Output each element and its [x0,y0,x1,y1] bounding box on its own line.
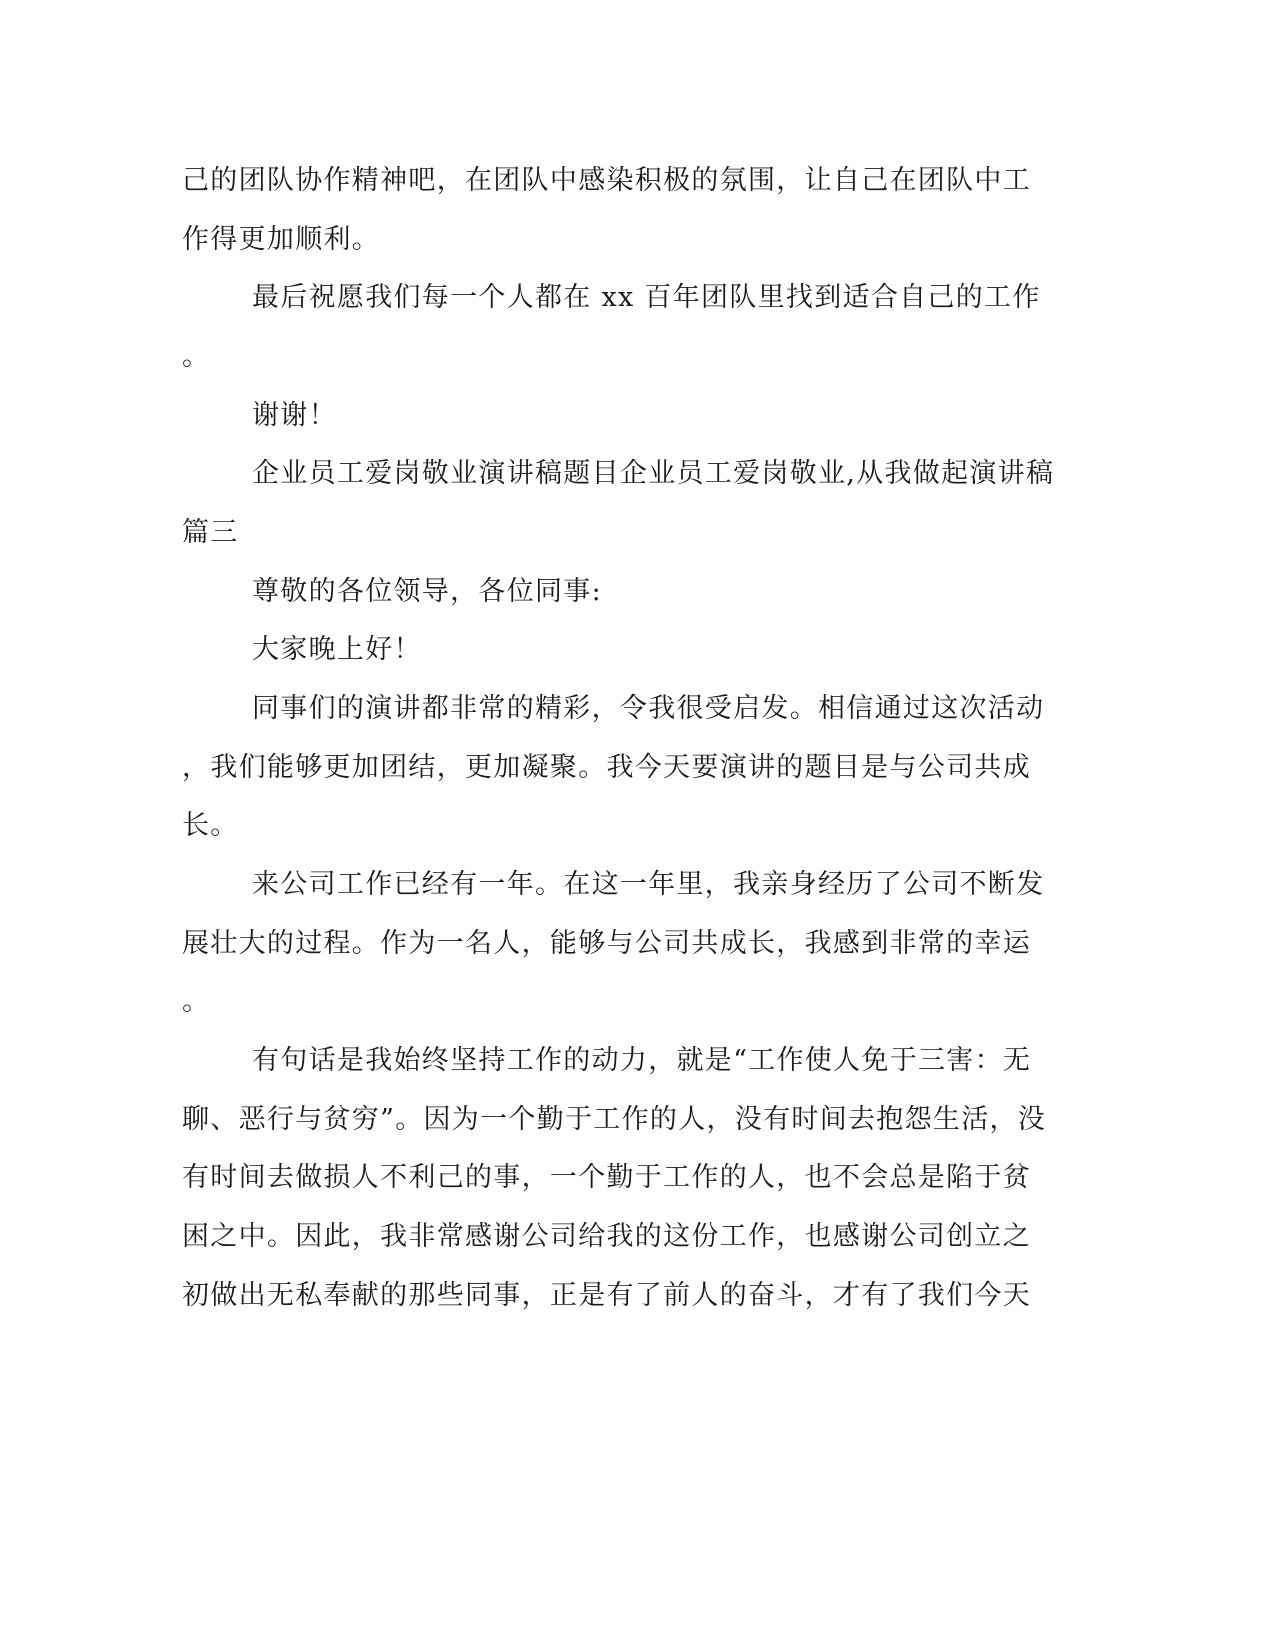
text-line: 困之中。因此，我非常感谢公司给我的这份工作，也感谢公司创立之 [182,1221,1031,1252]
text-line: 有时间去做损人不利己的事，一个勤于工作的人，也不会总是陷于贫 [182,1162,1031,1193]
text-line: ，我们能够更加团结，更加凝聚。我今天要演讲的题目是与公司共成 [182,752,1031,783]
text-line: 有句话是我始终坚持工作的动力，就是“工作使人免于三害：无 [252,1045,1032,1076]
text-line: 尊敬的各位领导，各位同事: [252,576,602,607]
text-line: 同事们的演讲都非常的精彩，令我很受启发。相信通过这次活动 [252,693,1045,724]
text-line: 。 [182,341,211,372]
text-line: 大家晚上好！ [252,634,422,665]
text-line: 长。 [182,810,239,841]
text-line: 谢谢！ [252,400,337,431]
text-line: 展壮大的过程。作为一名人，能够与公司共成长，我感到非常的幸运 [182,928,1031,959]
text-line: 作得更加顺利。 [182,224,381,255]
text-line: 聊、恶行与贫穷”。因为一个勤于工作的人，没有时间去抱怨生活，没 [182,1104,1047,1135]
text-line: 企业员工爱岗敬业演讲稿题目企业员工爱岗敬业,从我做起演讲稿 [252,458,1055,489]
text-line: 。 [182,986,211,1017]
text-line: 来公司工作已经有一年。在这一年里，我亲身经历了公司不断发 [252,869,1045,900]
text-line: 最后祝愿我们每一个人都在 xx 百年团队里找到适合自己的工作 [252,282,1041,313]
text-line: 己的团队协作精神吧，在团队中感染积极的氛围，让自己在团队中工 [182,165,1031,196]
text-line: 篇三 [182,517,239,548]
text-line: 初做出无私奉献的那些同事，正是有了前人的奋斗，才有了我们今天 [182,1280,1031,1311]
